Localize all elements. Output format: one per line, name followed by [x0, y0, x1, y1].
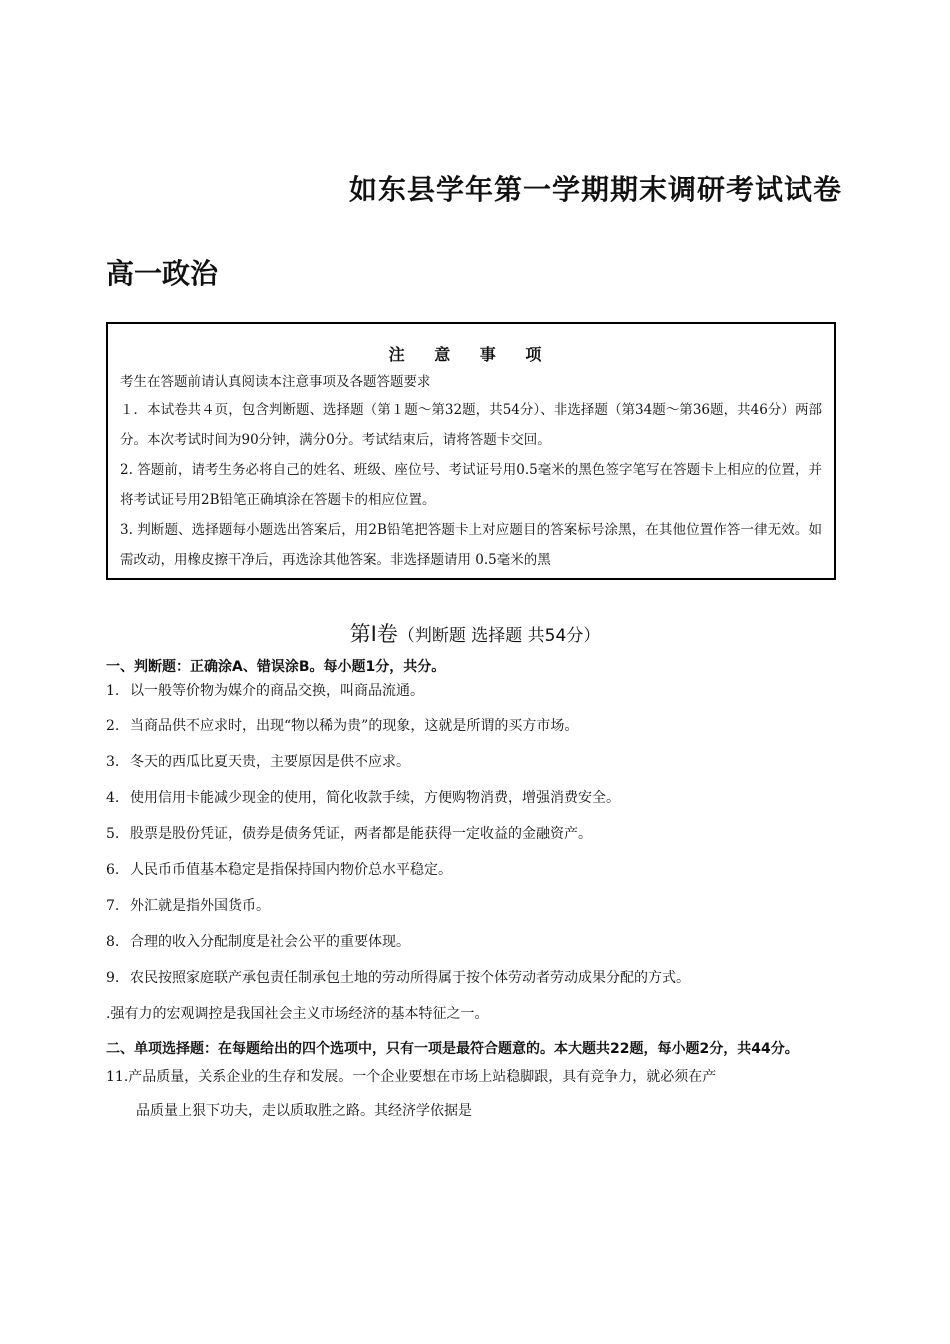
question-item [106, 924, 852, 960]
question-item [106, 960, 852, 996]
notice-item: １．本试卷共４页，包含判断题、选择题（第１题～第32题，共54分）、非选择题（第34题～第36题，共46分）两部分。本次考试时间为90分钟，满分0分。考试结束后，请将答题卡交回。 [120, 402, 822, 448]
question-text: 冬天的西瓜比夏天贵，主要原因是供不应求。 [130, 754, 410, 770]
question-number: 11. [106, 1069, 129, 1085]
question-text: 强有力的宏观调控是我国社会主义市场经济的基本特征之一。 [110, 1006, 489, 1022]
question-11 [106, 1060, 852, 1094]
question-text: 人民币币值基本稳定是指保持国内物价总水平稳定。 [130, 862, 452, 878]
question-text: 使用信用卡能减少现金的使用，简化收款手续，方便购物消费，增强消费安全。 [130, 790, 620, 806]
question-item [106, 852, 852, 888]
question-text: 产品质量，关系企业的生存和发展。一个企业要想在市场上站稳脚跟，具有竞争力，就必须在产 [128, 1069, 717, 1085]
question-number: 1. [106, 683, 120, 699]
question-number: 2. [106, 718, 120, 734]
section1-heading: 一、判断题：正确涂A、错误涂B。每小题1分，共分。 [106, 659, 446, 675]
question-text: 合理的收入分配制度是社会公平的重要体现。 [130, 934, 410, 950]
exam-title: 如东县学年第一学期期末调研考试试卷 [348, 173, 842, 206]
question-text: 以一般等价物为媒介的商品交换，叫商品流通。 [130, 683, 424, 699]
question-item [106, 678, 852, 704]
question-text: 股票是股份凭证，债券是债务凭证，两者都是能获得一定收益的金融资产。 [130, 826, 592, 842]
question-item [106, 888, 852, 924]
part1-label: 第Ⅰ卷 [349, 622, 398, 646]
part1-heading [0, 618, 950, 648]
question-item [106, 780, 852, 816]
question-number: 9. [106, 970, 120, 986]
question-number: 3. [106, 754, 120, 770]
questions-area [106, 656, 852, 1128]
question-text-continued: 品质量上狠下功夫，走以质取胜之路。其经济学依据是 [136, 1103, 472, 1119]
notice-heading: 注 意 事 项 [388, 345, 554, 364]
question-text: 外汇就是指外国货币。 [130, 898, 270, 914]
question-item [106, 708, 852, 744]
question-item [106, 996, 852, 1032]
part1-detail: （判断题 选择题 共54分） [397, 626, 601, 646]
question-text: 当商品供不应求时，出现“物以稀为贵”的现象，这就是所谓的买方市场。 [130, 718, 579, 734]
question-number: 6. [106, 862, 120, 878]
subject-title: 高一政治 [106, 257, 219, 290]
notice-box [106, 322, 836, 580]
notice-item: 2. 答题前，请考生务必将自己的姓名、班级、座位号、考试证号用0.5毫米的黑色签字笔写在答题卡上相应的位置，并将考试证号用2B铅笔正确填涂在答题卡的相应位置。 [120, 462, 822, 508]
notice-intro: 考生在答题前请认真阅读本注意事项及各题答题要求 [120, 374, 431, 390]
question-number: 7. [106, 898, 120, 914]
question-item [106, 816, 852, 852]
question-number: 4. [106, 790, 120, 806]
question-item [106, 744, 852, 780]
question-number: 5. [106, 826, 120, 842]
question-11-continued [106, 1094, 852, 1128]
section2-heading: 二、单项选择题：在每题给出的四个选项中，只有一项是最符合题意的。本大题共22题，每小题2分，共44分。 [106, 1041, 799, 1057]
question-number: . [106, 1006, 111, 1022]
notice-item: 3. 判断题、选择题每小题选出答案后，用2B铅笔把答题卡上对应题目的答案标号涂黑，在其他位置作答一律无效。如需改动，用橡皮擦干净后，再选涂其他答案。非选择题请用 0.5毫米的黑 [120, 522, 822, 568]
question-text: 农民按照家庭联产承包责任制承包土地的劳动所得属于按个体劳动者劳动成果分配的方式。 [130, 970, 690, 986]
question-number: 8. [106, 934, 120, 950]
